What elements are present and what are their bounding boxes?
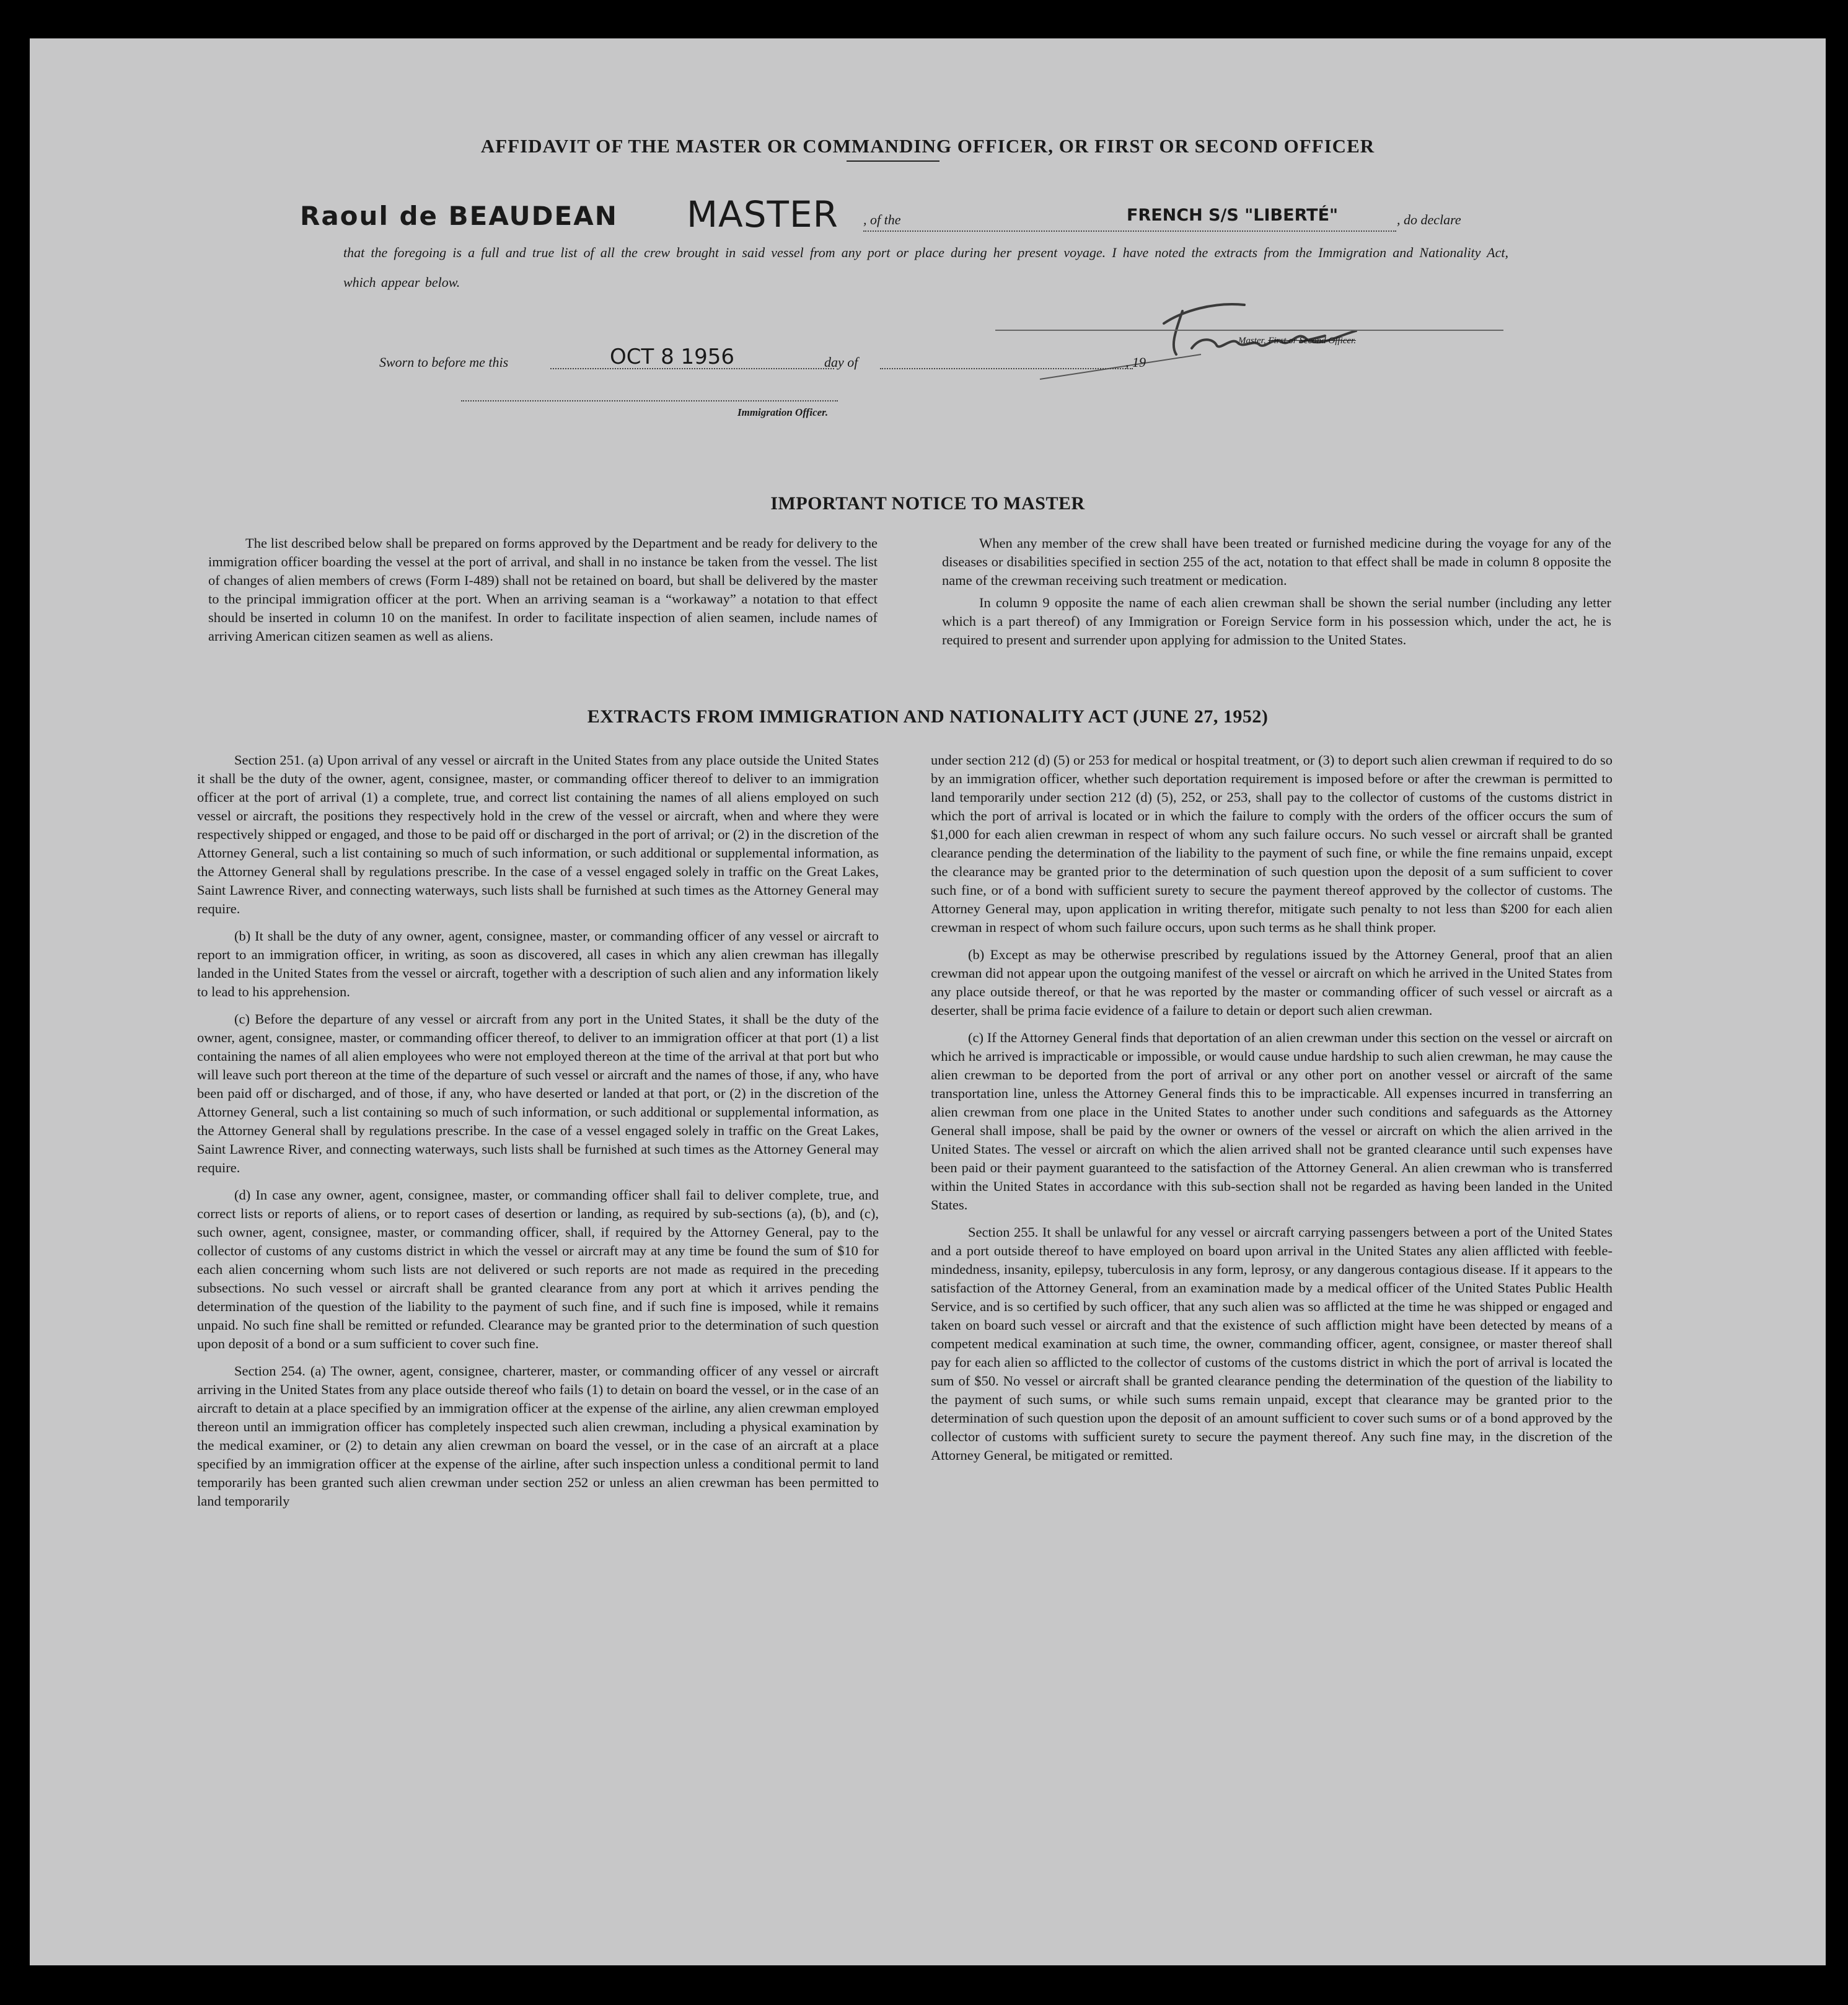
- day-of-line: [880, 366, 1133, 369]
- notice-title: IMPORTANT NOTICE TO MASTER: [770, 493, 1085, 514]
- day-of-label: day of: [824, 354, 858, 370]
- signature-role: Master, First or Second Officer.: [1238, 336, 1356, 346]
- year-label: , 19: [1125, 354, 1146, 370]
- section-paragraph: Section 251. (a) Upon arrival of any vessel or aircraft in the United States from any place outside the United States it shall be the duty of the owner, agent, consignee, master, or commanding officer thereof to deliver to an immigration officer at the port of arrival (1) a complete, true, and correct list containing the names of all aliens employed on such vessel or aircraft, the positions they respectively hold in the crew of the vessel or aircraft, when and where they were respectively shipped or engaged, and those to be paid off or discharged in the port of arrival; or (2) in the discretion of the Attorney General, such a list containing so much of such information, or such additional or supplemental information, as the Attorney General shall by regulations prescribe. In the case of a vessel engaged solely in traffic on the Great Lakes, Saint Lawrence River, and connecting waterways, such lists shall be furnished at such times as the Attorney General may require.: [197, 752, 879, 916]
- notice-paragraph: When any member of the crew shall have been treated or furnished medicine during the voyage for any of the diseases or disabilities specified in section 255 of the act, notation to that effect shall be made in column 8 opposite the name of the crewman receiving such treatment or medication.: [942, 535, 1611, 588]
- section-paragraph: under section 212 (d) (5) or 253 for medical or hospital treatment, or (3) to deport such alien crewman if required to do so by an immigration officer, whether such deportation requirement is imposed before or after the crewman is permitted to land temporarily under section 212 (d) (5), 252, or 253, shall pay to the collector of customs of the customs district in which the port of arrival is located or in which the failure to comply with the orders of the officer occurs the sum of $1,000 for each alien crewman in respect of whom any such failure occurs. No such vessel or aircraft shall be granted clearance pending the determination of the liability to the payment of such fine, or while the fine remains unpaid, except the clearance may be granted prior to the determination of such question upon the deposit of a sum sufficient to cover such fine, or of a bond with sufficient surety to secure the payment thereof approved by the collector of customs. The Attorney General may, upon application in writing therefor, mitigate such penalty to not less than $200 for each alien crewman in respect of whom such failure occurs, upon such terms as he shall think proper.: [931, 752, 1613, 935]
- section-paragraph: (c) Before the departure of any vessel or aircraft from any port in the United States, it shall be the duty of the owner, agent, consignee, master, or commanding officer thereof, to deliver to an immigration officer at that port (1) a list containing the names of all alien employees who were not employed thereon at the time of the arrival at that port but who will leave such port thereon at the time of the departure of such vessel or aircraft and the names of those, if any, who have been paid off or discharged, and of those, if any, who have deserted or landed at that port, or (2) in the discretion of the Attorney General, such a list containing so much of such information, or such additional or supplemental information, as the Attorney General shall by regulations prescribe. In the case of a vessel engaged solely in traffic on the Great Lakes, Saint Lawrence River, and connecting waterways, such lists shall be furnished at such times as the Attorney General may require.: [197, 1011, 879, 1175]
- notice-paragraph: In column 9 opposite the name of each alien crewman shall be shown the serial number (including any letter which is a part thereof) of any Immigration or Foreign Service form in his possession which, under the act, he is required to present and surrender upon applying for admission to the United States.: [942, 595, 1611, 647]
- notice-right-column: [942, 534, 1611, 649]
- section-paragraph: (b) It shall be the duty of any owner, agent, consignee, master, or commanding officer of any vessel or aircraft to report to an immigration officer, in writing, as soon as discovered, all cases in which any alien crewman has illegally landed in the United States from the vessel or aircraft, together with a description of such alien and any information likely to lead to his apprehension.: [197, 928, 879, 999]
- signature-line: [995, 330, 1503, 331]
- master-rank: MASTER: [687, 193, 838, 235]
- title-underline: [847, 160, 939, 162]
- affidavit-title: AFFIDAVIT OF THE MASTER OR COMMANDING OFFICER, OR FIRST OR SECOND OFFICER: [480, 135, 1375, 157]
- master-name: Raoul de BEAUDEAN: [300, 201, 618, 231]
- struck-officer-label: First or Second Officer.: [1268, 336, 1356, 346]
- section-paragraph: Section 255. It shall be unlawful for any vessel or aircraft carrying passengers between a port of the United States and a port outside thereof to have employed on board upon arrival in the United States any alien afflicted with feeble-mindedness, insanity, epilepsy, tuberculosis in any form, leprosy, or any dangerous contagious disease. If it appears to the satisfaction of the Attorney General, from an examination made by a medical officer of the United States Public Health Service, and is so certified by such officer, that any such alien was so afflicted at the time he was shipped or engaged and taken on board such vessel or aircraft and that the existence of such affliction might have been detected by means of a competent medical examination at such time, the owner, commanding officer, agent, consignee, or master thereof shall pay for each alien so afflicted to the collector of customs of the customs district in which the port of arrival is located the sum of $50. No vessel or aircraft shall be granted clearance pending the determination of the question of the liability to the payment of such sums, or while such sums remain unpaid, except that clearance may be granted prior to the determination of such question upon the deposit of an amount sufficient to cover such sums or of a bond approved by the collector of customs with sufficient surety to secure the payment thereof. Any such fine may, in the discretion of the Attorney General, be mitigated or remitted.: [931, 1224, 1613, 1463]
- notice-left-column: [208, 534, 878, 646]
- document-page: [30, 38, 1826, 1965]
- sworn-date: OCT 8 1956: [610, 344, 735, 369]
- declaration-text: that the foregoing is a full and true list of all the crew brought in said vessel from any port or place during her present voyage. I have noted the extracts from the Immigration and Nationality Act, which appear below.: [343, 245, 1508, 290]
- notice-paragraph: The list described below shall be prepared on forms approved by the Department and be ready for delivery to the immigration officer boarding the vessel at the port of arrival, and shall in no instance be taken from the vessel. The list of changes of alien members of crews (Form I-489) shall not be retained on board, but shall be delivered by the master to the principal immigration officer at the port. When an arriving seaman is a “workaway” a notation to that effect should be inserted in column 10 on the manifest. In order to facilitate inspection of alien seamen, include names of arriving American citizen seamen as well as aliens.: [208, 535, 878, 644]
- of-the-label: , of the: [863, 212, 901, 227]
- extracts-right-column: [931, 751, 1613, 1473]
- section-paragraph: Section 254. (a) The owner, agent, consignee, charterer, master, or commanding officer of any vessel or aircraft arriving in the United States from any place outside thereof who fails (1) to detain on board the vessel, or in the case of an aircraft to detain at a place specified by an immigration officer at the expense of the airline, any alien crewman employed thereon until an immigration officer has completely inspected such alien crewman, including a physical examination by the medical examiner, or (2) to detain any alien crewman on board the vessel, or in the case of an aircraft at a place specified by an immigration officer at the expense of the airline, after such inspection unless a conditional permit to land temporarily has been granted such alien crewman under section 252 or unless an alien crewman has been permitted to land temporarily: [197, 1363, 879, 1509]
- vessel-name: FRENCH S/S "LIBERTÉ": [1127, 206, 1339, 225]
- extracts-title: EXTRACTS FROM IMMIGRATION AND NATIONALITY ACT (JUNE 27, 1952): [587, 706, 1269, 727]
- sworn-label: Sworn to before me this: [379, 354, 509, 370]
- section-paragraph: (d) In case any owner, agent, consignee, master, or commanding officer shall fail to deliver complete, true, and correct lists or reports of aliens, or to report cases of desertion or landing, as required by sub-sections (a), (b), and (c), such owner, agent, consignee, master, or commanding officer, shall, if required by the Attorney General, pay to the collector of customs of any customs district in which the vessel or aircraft may at any time be found the sum of $10 for each alien concerning whom such lists are not delivered or such reports are not made as required in the preceding subsections. No such vessel or aircraft shall be granted clearance from any port at which it arrives pending the determination of the question of the liability to the payment of such fine, and if such fine is imposed, while it remains unpaid. No such fine shall be remitted or refunded. Clearance may be granted prior to the determination of such question upon deposit of a bond or a sum sufficient to cover such fine.: [197, 1187, 879, 1351]
- officer-signature-line: [461, 398, 838, 401]
- section-paragraph: (c) If the Attorney General finds that deportation of an alien crewman under this section on the vessel or aircraft on which he arrived is impracticable or impossible, or would cause undue hardship to such alien crewman, he may cause the alien crewman to be deported from the port of arrival or any other port on another vessel or aircraft of the same transportation line, unless the Attorney General finds this to be impracticable. All expenses incurred in transferring an alien crewman from one place in the United States to another under such conditions and safeguards as the Attorney General shall impose, shall be paid by the owner or owners of the vessel or aircraft on which the alien arrived in the United States. The vessel or aircraft on which the alien arrived shall not be granted clearance until such expenses have been paid or their payment guaranteed to the satisfaction of the Attorney General. An alien crewman who is transferred within the United States in accordance with this sub-section shall not be regarded as having been landed in the United States.: [931, 1030, 1613, 1213]
- do-declare-label: , do declare: [1397, 212, 1461, 227]
- extracts-left-column: [197, 751, 879, 1519]
- section-paragraph: (b) Except as may be otherwise prescribed by regulations issued by the Attorney General, proof that an alien crewman did not appear upon the outgoing manifest of the vessel or aircraft on which he arrived in the United States from any place outside thereof, or that he was reported by the master or commanding officer of such vessel or aircraft as a deserter, shall be prima facie evidence of a failure to detain or deport such alien crewman.: [931, 947, 1613, 1018]
- immigration-officer-label: Immigration Officer.: [737, 406, 829, 418]
